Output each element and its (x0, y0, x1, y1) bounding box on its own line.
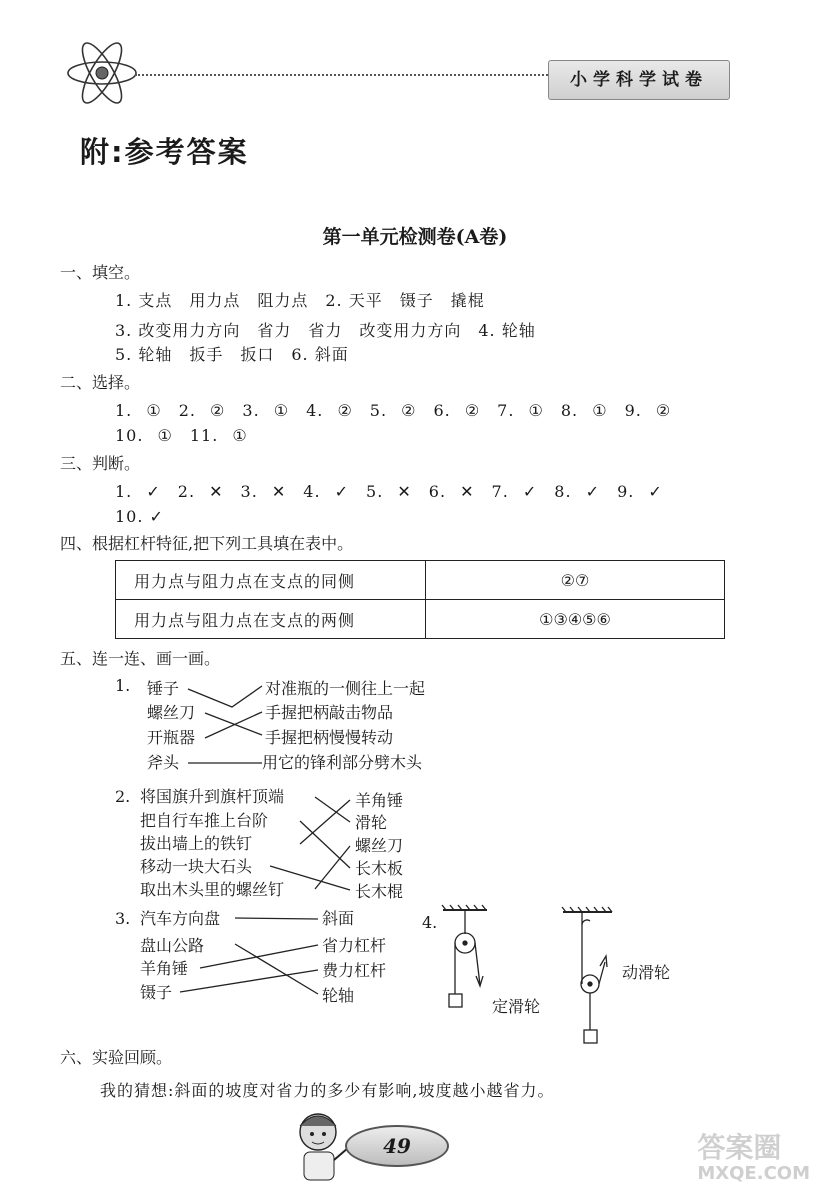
q2-left-item: 取出木头里的螺丝钉 (140, 880, 285, 899)
table-cell-answer: ②⑦ (426, 561, 725, 600)
q4-number: 4. (422, 913, 438, 932)
s2-line-2: 10. ① 11. ① (115, 426, 248, 445)
q1-number: 1. (115, 676, 131, 695)
table-cell-desc: 用力点与阻力点在支点的同侧 (116, 561, 426, 600)
q2-left-item: 将国旗升到旗杆顶端 (140, 787, 285, 806)
q3-right-item: 轮轴 (322, 986, 355, 1005)
section-1-label: 一、填空。 (60, 263, 141, 282)
section-4-label: 四、根据杠杆特征,把下列工具填在表中。 (60, 534, 354, 553)
unit-title: 第一单元检测卷(A卷) (322, 226, 508, 248)
q2-right-item: 滑轮 (355, 813, 388, 832)
q2-number: 2. (115, 787, 131, 806)
q3-line (235, 918, 318, 919)
page-number: 49 (345, 1125, 449, 1167)
table-cell-answer: ①③④⑤⑥ (426, 600, 725, 639)
q2-line (300, 800, 350, 844)
q2-left-item: 拔出墙上的铁钉 (140, 834, 253, 853)
watermark-line-2: MXQE.COM (697, 1163, 810, 1184)
q3-left-item: 汽车方向盘 (140, 909, 221, 928)
q2-line (315, 797, 350, 822)
q2-line (300, 821, 350, 868)
cartoon-boy-icon (290, 1108, 350, 1188)
q3-right-item: 斜面 (322, 909, 355, 928)
s1-line-2: 3. 改变用力方向 省力 省力 改变用力方向 4. 轮轴 (115, 321, 536, 340)
q2-left-item: 移动一块大石头 (140, 857, 253, 876)
q3-left-item: 盘山公路 (140, 936, 205, 955)
q3-number: 3. (115, 909, 131, 928)
q2-right-item: 羊角锤 (355, 791, 404, 810)
section-2-label: 二、选择。 (60, 373, 141, 392)
q3-line (200, 945, 318, 968)
q1-line (188, 686, 262, 707)
q3-right-item: 费力杠杆 (322, 961, 387, 980)
watermark (697, 1132, 810, 1184)
s3-line-1: 1. ✓ 2. ✕ 3. ✕ 4. ✓ 5. ✕ 6. ✕ 7. ✓ 8. ✓ 9. ✓ (115, 482, 663, 501)
q2-right-item: 螺丝刀 (355, 836, 404, 855)
s6-text: 我的猜想:斜面的坡度对省力的多少有影响,坡度越小越省力。 (100, 1081, 555, 1100)
movable-pulley-label: 动滑轮 (622, 963, 671, 982)
table-cell-desc: 用力点与阻力点在支点的两侧 (116, 600, 426, 639)
fixed-pulley-label: 定滑轮 (492, 997, 541, 1016)
q1-right-item: 对准瓶的一侧往上一起 (265, 679, 426, 698)
s1-line-1: 1. 支点 用力点 阻力点 2. 天平 镊子 撬棍 (115, 291, 485, 310)
q1-right-item: 手握把柄慢慢转动 (265, 728, 394, 747)
q3-left-item: 羊角锤 (140, 959, 189, 978)
s3-line-2: 10. ✓ (115, 507, 164, 526)
movable-pulley-icon (562, 907, 612, 1043)
watermark-line-1: 答案圈 (697, 1131, 782, 1164)
q1-right-item: 手握把柄敲击物品 (265, 703, 394, 722)
section-5-label: 五、连一连、画一画。 (60, 649, 221, 668)
q1-left-item: 螺丝刀 (147, 703, 196, 722)
s2-line-1: 1. ① 2. ② 3. ① 4. ② 5. ② 6. ② 7. ① 8. ① 9. ② (115, 401, 672, 420)
q1-left-item: 斧头 (147, 753, 180, 772)
fixed-pulley-icon (442, 905, 487, 1007)
q3-left-item: 镊子 (140, 983, 173, 1002)
q2-line (270, 866, 350, 890)
q2-right-item: 长木板 (355, 859, 404, 878)
q1-right-item: 用它的锋利部分劈木头 (262, 753, 423, 772)
section-6-label: 六、实验回顾。 (60, 1048, 173, 1067)
q2-right-item: 长木棍 (355, 882, 404, 901)
q2-left-item: 把自行车推上台阶 (140, 811, 269, 830)
section-3-label: 三、判断。 (60, 454, 141, 473)
series-title-badge: 小学科学试卷 (548, 60, 730, 100)
q1-left-item: 开瓶器 (147, 728, 196, 747)
page-title: 附:参考答案 (80, 135, 249, 169)
s1-line-3: 5. 轮轴 扳手 扳口 6. 斜面 (115, 345, 349, 364)
q3-line (235, 944, 318, 994)
q2-line (315, 846, 350, 889)
q1-left-item: 锤子 (147, 679, 180, 698)
q3-right-item: 省力杠杆 (322, 936, 387, 955)
